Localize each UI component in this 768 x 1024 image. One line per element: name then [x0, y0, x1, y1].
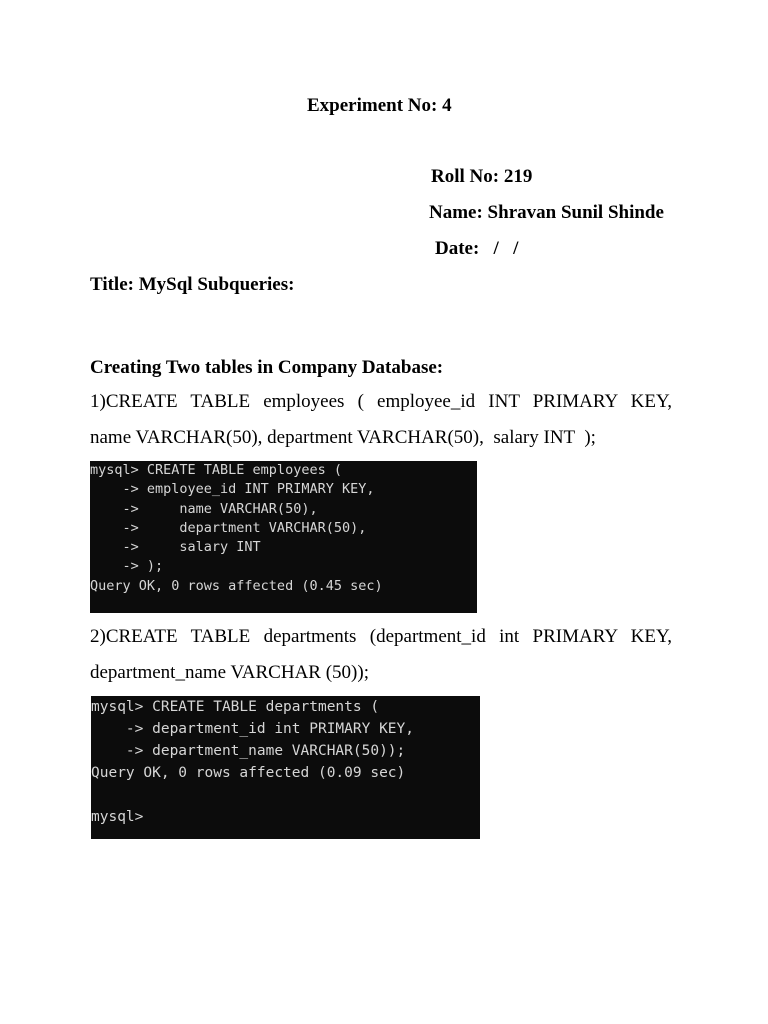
- terminal-screenshot-1: [90, 461, 477, 613]
- terminal-line: -> salary INT: [90, 539, 261, 556]
- statement-2: [90, 619, 672, 691]
- terminal-line: Query OK, 0 rows affected (0.09 sec): [91, 765, 406, 781]
- terminal-line: -> employee_id INT PRIMARY KEY,: [90, 481, 375, 498]
- roll-number: Roll No: 219: [431, 166, 533, 187]
- terminal-line: [91, 784, 480, 806]
- student-name: Name: Shravan Sunil Shinde: [429, 202, 664, 223]
- terminal-line: -> department VARCHAR(50),: [90, 519, 367, 536]
- terminal-screenshot-2: [91, 696, 480, 839]
- statement-2-line-1: 2)CREATE TABLE departments (department_id int PRIMARY KEY,: [90, 626, 672, 647]
- statement-2-line-2: department_name VARCHAR (50));: [90, 662, 369, 683]
- terminal-line: -> name VARCHAR(50),: [90, 500, 318, 517]
- terminal-line: mysql>: [91, 809, 144, 825]
- terminal-line: Query OK, 0 rows affected (0.45 sec): [90, 577, 383, 594]
- statement-1: [90, 384, 672, 456]
- date-field: Date: / /: [435, 238, 519, 259]
- experiment-number: Experiment No: 4: [307, 95, 452, 116]
- section-heading: Creating Two tables in Company Database:: [90, 357, 444, 378]
- terminal-line: -> );: [90, 558, 164, 575]
- terminal-line: mysql> CREATE TABLE employees (: [90, 462, 342, 478]
- page-title: Title: MySql Subqueries:: [90, 274, 295, 295]
- terminal-line: mysql> CREATE TABLE departments (: [91, 699, 380, 715]
- statement-1-line-2: name VARCHAR(50), department VARCHAR(50), salary INT );: [90, 427, 596, 448]
- terminal-line: -> department_id int PRIMARY KEY,: [91, 721, 415, 737]
- statement-1-line-1: 1)CREATE TABLE employees ( employee_id INT PRIMARY KEY,: [90, 391, 672, 412]
- terminal-line: -> department_name VARCHAR(50));: [91, 743, 406, 759]
